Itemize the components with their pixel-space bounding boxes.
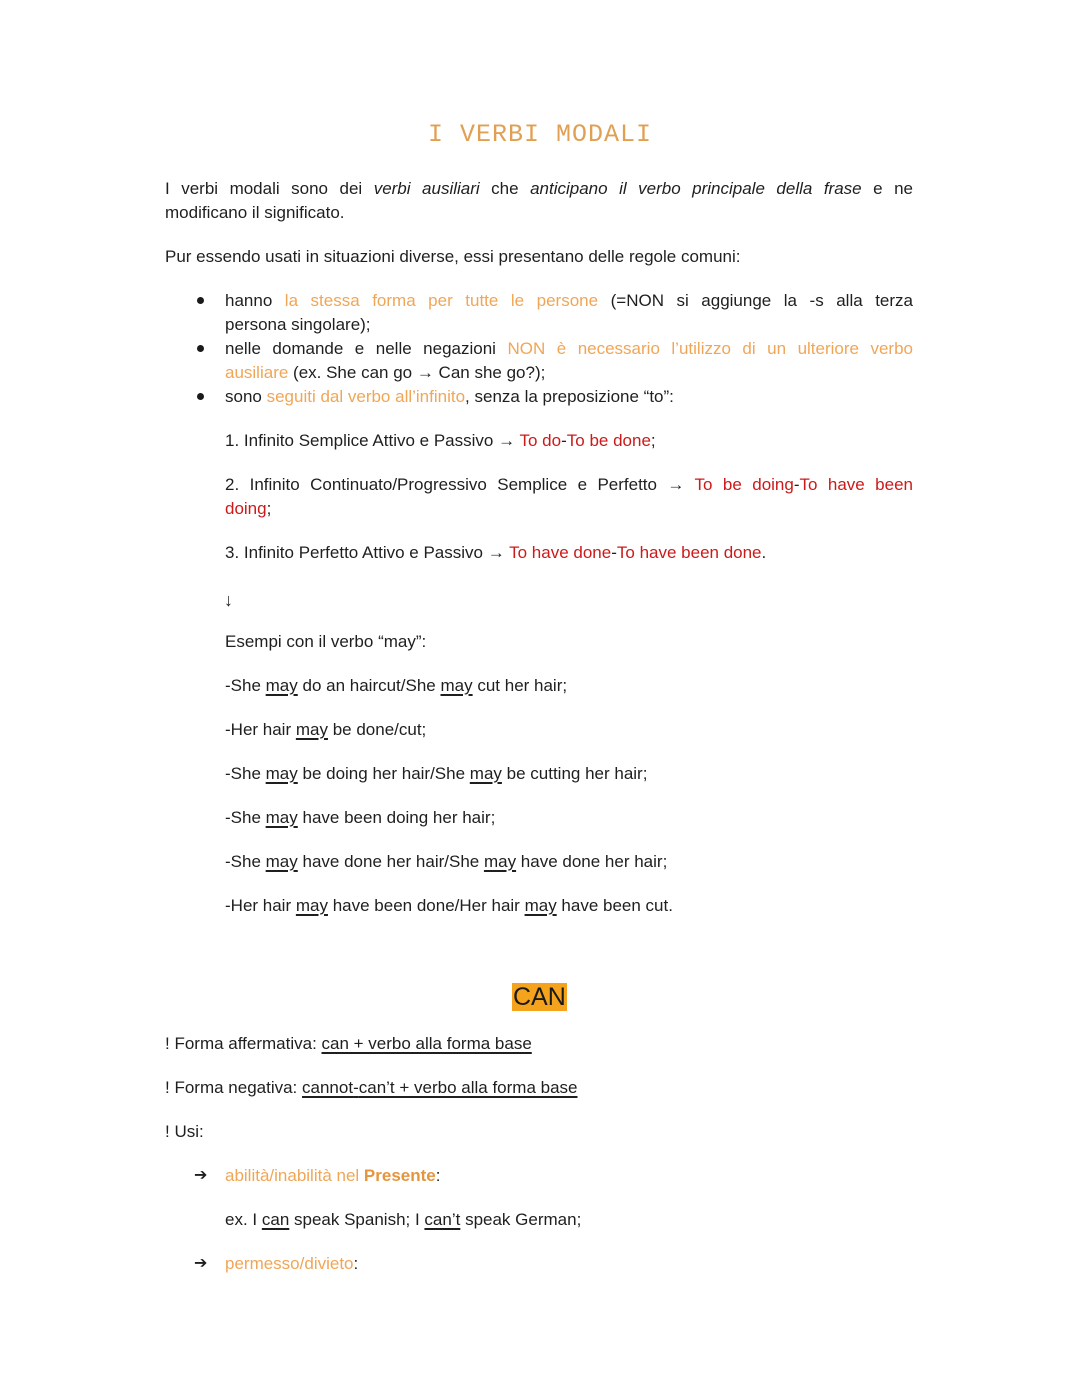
use-text: : xyxy=(435,1166,441,1185)
example-may: may xyxy=(469,764,502,783)
rules-intro: Pur essendo usati in situazioni diverse, essi presentano delle regole comuni: xyxy=(165,247,741,266)
infinitive-text: . xyxy=(761,543,767,562)
example-text: have been cut. xyxy=(556,896,673,915)
bullet-highlight: ausiliare xyxy=(225,363,289,382)
infinitive-text: - xyxy=(793,475,800,494)
bullet-text: (=NON si aggiunge la -s alla terza xyxy=(598,291,913,310)
page-title: I VERBI MODALI xyxy=(427,120,653,149)
example-4 xyxy=(225,806,495,830)
examples-intro: Esempi con il verbo “may”: xyxy=(225,632,427,651)
bullet-text: (ex. She can go → Can she go?); xyxy=(288,363,546,382)
infinitive-2-line-2 xyxy=(225,497,271,521)
form-rule: can + verbo alla forma base xyxy=(321,1034,532,1053)
infinitive-red: To have been xyxy=(799,475,913,494)
infinitive-3 xyxy=(225,541,766,565)
infinitive-text: 3. Infinito Perfetto Attivo e Passivo → xyxy=(225,543,510,562)
bullet-1-line-2: persona singolare); xyxy=(225,315,371,334)
arrow-down-icon: ↓ xyxy=(224,590,233,610)
example-text: speak German; xyxy=(460,1210,582,1229)
uses-label: ! Usi: xyxy=(165,1122,204,1141)
bullet-1-line-1 xyxy=(225,289,913,313)
bullet-text: , senza la preposizione “to”: xyxy=(465,387,674,406)
use-highlight-bold: Presente xyxy=(363,1166,436,1185)
example-text: speak Spanish; I xyxy=(289,1210,425,1229)
intro-line-1 xyxy=(165,177,913,201)
bullet-icon xyxy=(197,345,204,352)
example-may: may xyxy=(265,764,298,783)
bullet-2-line-2 xyxy=(225,361,545,385)
infinitive-red: To be done xyxy=(566,431,651,450)
example-5 xyxy=(225,850,667,874)
example-text: -She xyxy=(225,808,266,827)
example-text: be doing her hair/She xyxy=(297,764,470,783)
use-ability xyxy=(225,1164,440,1188)
infinitive-red: To be doing xyxy=(694,475,794,494)
use-ability-example xyxy=(225,1208,581,1232)
example-text: -Her hair xyxy=(225,896,296,915)
example-may: may xyxy=(440,676,473,695)
example-text: ex. I xyxy=(225,1210,262,1229)
example-may: may xyxy=(265,808,298,827)
intro-text: che xyxy=(479,179,531,198)
example-text: -She xyxy=(225,676,266,695)
form-negative xyxy=(165,1076,578,1100)
example-text: have been done/Her hair xyxy=(327,896,525,915)
form-affirmative xyxy=(165,1032,532,1056)
infinitive-text: ; xyxy=(266,499,272,518)
infinitive-text: ; xyxy=(650,431,656,450)
use-highlight: permesso/divieto xyxy=(225,1254,354,1273)
example-3 xyxy=(225,762,647,786)
bullet-text: hanno xyxy=(225,291,285,310)
example-text: have done her hair; xyxy=(516,852,668,871)
example-text: do an haircut/She xyxy=(297,676,441,695)
example-6 xyxy=(225,894,673,918)
infinitive-red: To have been done xyxy=(616,543,762,562)
infinitive-red: To have done xyxy=(509,543,612,562)
bullet-text: sono xyxy=(225,387,267,406)
example-can: can xyxy=(261,1210,290,1229)
bullet-3-line-1 xyxy=(225,385,674,409)
bullet-2-line-1 xyxy=(225,337,913,361)
example-text: cut her hair; xyxy=(472,676,568,695)
form-rule: can’t + verbo alla forma base xyxy=(358,1078,578,1097)
intro-text: I verbi modali sono dei xyxy=(165,179,374,198)
intro-emphasis-ausiliari: verbi ausiliari xyxy=(373,179,480,198)
infinitive-text: - xyxy=(561,431,567,450)
infinitive-2-line-1 xyxy=(225,473,913,497)
example-text: have been doing her hair; xyxy=(297,808,496,827)
example-text: have done her hair/She xyxy=(297,852,484,871)
intro-text: e ne xyxy=(861,179,913,198)
use-highlight: abilità/inabilità nel xyxy=(225,1166,364,1185)
form-label: ! Forma negativa: xyxy=(165,1078,303,1097)
bullet-highlight: NON è necessario l’utilizzo di un ulteriore verbo xyxy=(507,339,914,358)
infinitive-text: 2. Infinito Continuato/Progressivo Semplice e Perfetto → xyxy=(225,475,695,494)
bullet-highlight: la stessa forma per tutte le persone xyxy=(284,291,599,310)
example-may: may xyxy=(265,852,298,871)
example-may: may xyxy=(295,896,328,915)
example-text: be done/cut; xyxy=(327,720,427,739)
form-rule: - xyxy=(353,1078,359,1097)
example-may: may xyxy=(524,896,557,915)
arrow-right-icon: ➔ xyxy=(194,1167,208,1184)
bullet-highlight: seguiti dal verbo all’infinito xyxy=(266,387,466,406)
example-text: -Her hair xyxy=(225,720,296,739)
infinitive-text: 1. Infinito Semplice Attivo e Passivo → xyxy=(225,431,520,450)
form-rule: cannot xyxy=(302,1078,354,1097)
intro-line-2: modificano il significato. xyxy=(165,203,345,222)
example-may: may xyxy=(265,676,298,695)
example-may: may xyxy=(295,720,328,739)
example-2 xyxy=(225,718,426,742)
infinitive-red: doing xyxy=(225,499,267,518)
infinitive-1 xyxy=(225,429,656,453)
intro-emphasis-anticipano: anticipano il verbo principale della frase xyxy=(530,179,862,198)
example-text: -She xyxy=(225,764,266,783)
example-text: -She xyxy=(225,852,266,871)
example-cant: can’t xyxy=(424,1210,461,1229)
bullet-icon xyxy=(197,297,204,304)
form-label: ! Forma affermativa: xyxy=(165,1034,322,1053)
use-permission xyxy=(225,1252,358,1276)
bullet-text: nelle domande e nelle negazioni xyxy=(225,339,508,358)
can-heading: CAN xyxy=(513,983,566,1011)
arrow-right-icon: ➔ xyxy=(194,1255,208,1272)
use-text: : xyxy=(353,1254,359,1273)
infinitive-text: - xyxy=(611,543,617,562)
example-may: may xyxy=(483,852,517,871)
example-1 xyxy=(225,674,567,698)
example-text: be cutting her hair; xyxy=(501,764,648,783)
infinitive-red: To do xyxy=(519,431,562,450)
bullet-icon xyxy=(197,393,204,400)
